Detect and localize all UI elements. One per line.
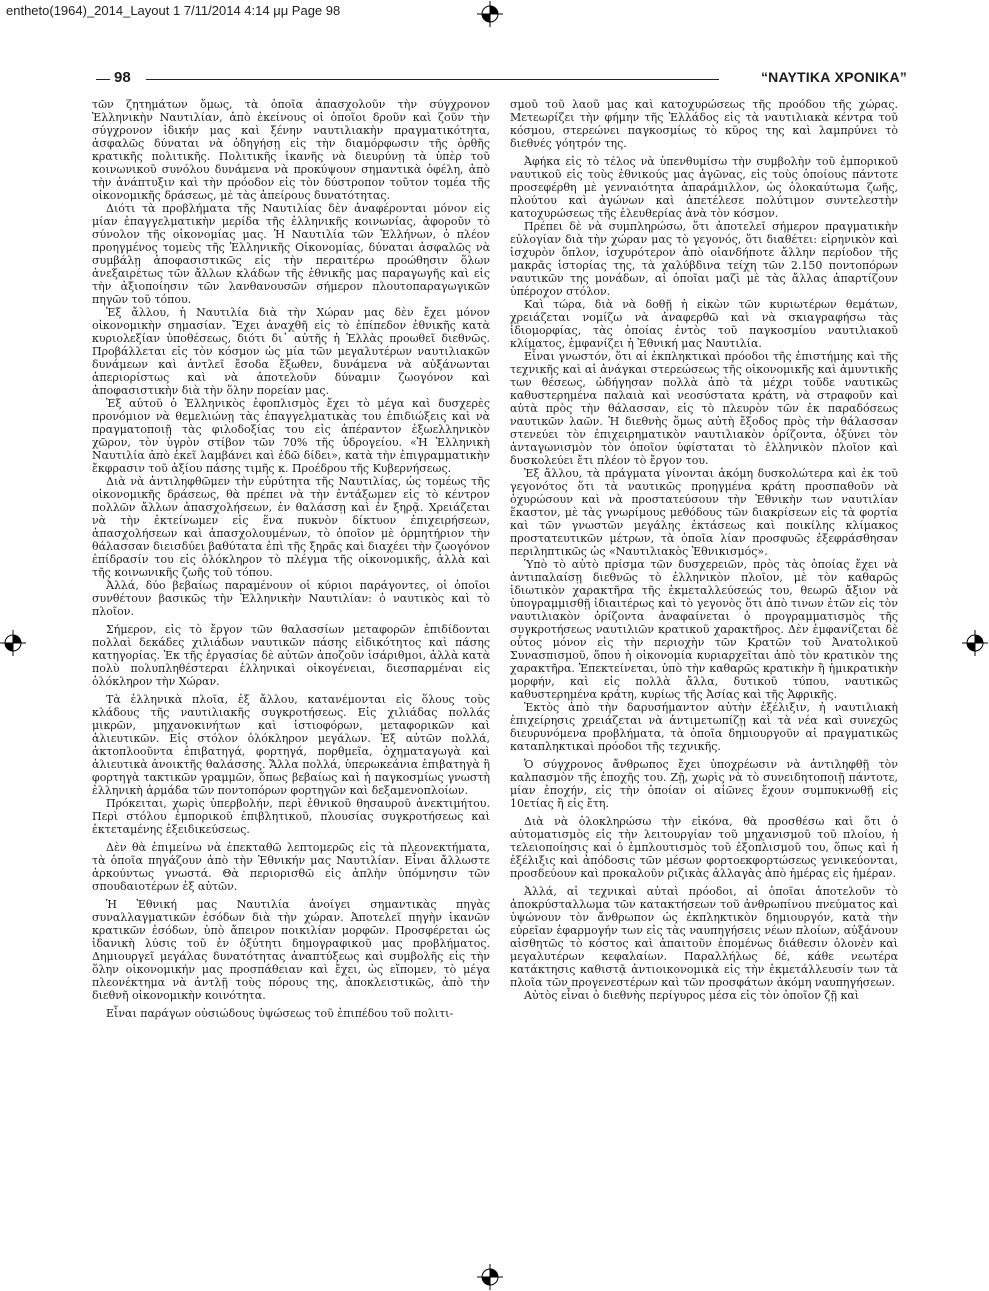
- paragraph: Πρόκειται, χωρὶς ὑπερβολήν, περὶ ἐθνικοῦ θησαυροῦ ἀνεκτιμήτου. Περὶ στόλου ἐμπορικοῦ ἐπιβλητικοῦ, πλουσίας συγκροτήσεως καὶ ἐκτεταμένης ἐξειδικεύσεως.: [92, 797, 490, 836]
- journal-title: “ΝΑΥΤΙΚΑ ΧΡΟΝΙΚΑ”: [760, 69, 907, 85]
- right-column: [510, 98, 898, 1002]
- paragraph: Ὑπὸ τὸ αὐτὸ πρίσμα τῶν δυσχερειῶν, πρὸς τὰς ὁποίας ἔχει νὰ ἀντιπαλαίσῃ διεθνῶς τὸ ἑλληνικὸν πλοῖον, μὲ τὸν καθαρῶς ἰδιωτικὸν χαρακτῆρα τῆς ἐκμεταλλεύσεώς του, θεωρῶ ἄξιον νὰ ὑπογραμμισθῇ ἰδιαιτέρως καὶ τὸ γεγονὸς ὅτι ἀπὸ τινων ἐτῶν εἰς τὸν ναυτιλιακὸν ὁρίζοντα ἀναφαίνεται ὁ προγραμματισμὸς τῆς συγκροτήσεως ναυτιλιῶν κρατικοῦ χαρακτῆρος. Δὲν ἐμφανίζεται δὲ οὗτος μόνον εἰς τὴν περιοχὴν τῶν Κρατῶν τοῦ Ἀνατολικοῦ Συνασπισμοῦ, ὅπου ἡ οἰκονομία κυριαρχεῖται ἀπὸ τὸν κρατικὸν της χαρακτῆρα. Ἐπεκτείνεται, ὑπὸ τὴν καθαρῶς κρατικὴν ἢ ἡμικρατικὴν μορφήν, καὶ εἰς πολλὰ ἄλλα, δυτικοῦ τύπου, ναυτικῶς καθυστερημένα κράτη, κυρίως τῆς Ἀσίας καὶ τῆς Ἀφρικῆς.: [510, 558, 898, 701]
- paragraph: Ἀφήκα εἰς τὸ τέλος νὰ ὑπενθυμίσω τὴν συμβολὴν τοῦ ἐμπορικοῦ ναυτικοῦ εἰς τοὺς ἐθνικούς μας ἀγῶνας, εἰς τοὺς ὁποίους πάντοτε προσεφέρθη μὲ γενναιότητα ἀπαράμιλλον, ὡς ὁλοκαύτωμα ζωῆς, πλούτου καὶ ἀγώνων καὶ ἀπετέλεσε πολύτιμον συντελεστὴν κατοχυρώσεως τῆς ἐλευθερίας ἀνὰ τὸν κόσμον.: [510, 155, 898, 220]
- page-number: 98: [114, 69, 131, 86]
- registration-mark-icon: [477, 1264, 503, 1290]
- left-column: [92, 98, 490, 1020]
- paragraph: Αὐτὸς εἶναι ὁ διεθνὴς περίγυρος μέσα εἰς τὸν ὁποῖον ζῇ καὶ: [524, 989, 860, 1002]
- paragraph: Εἶναι γνωστόν, ὅτι αἱ ἐκπληκτικαὶ πρόοδοι τῆς ἐπιστήμης καὶ τῆς τεχνικῆς καὶ αἱ ἀνάγκαι στερεώσεως τῆς οἰκονομικῆς καὶ ἀμυντικῆς των θέσεως, ὡδήγησαν πολλὰ ἀπὸ τὰ μέχρι τοῦδε ναυτικῶς καθυστερημένα παλαιὰ καὶ νεοσύστατα κράτη, νὰ στραφοῦν καὶ αὐτὰ πρὸς τὴν θάλασσαν, εἰς τὸ πλευρὸν τῶν ἐκ παραδόσεως ναυτικῶν λαῶν. Ἡ διεθνὴς ὅμως αὐτὴ ἔξοδος πρὸς τὴν θάλασσαν στενεύει τὸν ἐπιχειρηματικὸν ναυτιλιακὸν ὁρίζοντα, ὀξύνει τὸν ἀνταγωνισμὸν τὸν ὁποῖον ὑφίσταται τὸ ἑλληνικὸν πλοῖον καὶ δυσκολεύει ἔτι πλέον τὸ ἔργον του.: [510, 350, 898, 467]
- paragraph: Ἀλλά, δύο βεβαίως παραμένουν οἱ κύριοι παράγοντες, οἱ ὁποῖοι συνθέτουν βασικῶς τὴν Ἑλληνικὴν Ναυτιλίαν: ὁ ναυτικὸς καὶ τὸ πλοῖον.: [92, 579, 490, 618]
- running-header: [96, 66, 907, 94]
- paragraph: Ἡ Ἐθνική μας Ναυτιλία ἀνοίγει σημαντικὰς πηγὰς συναλλαγματικῶν ἐσόδων διὰ τὴν χώραν. Ἀποτελεῖ πηγὴν ἱκανῶν κρατικῶν ἐσόδων, ὑπὸ ἄπειρον ποικιλίαν μορφῶν. Προσφέρεται ὡς ἰδανικὴ λύσις τοῦ ἐν ὀξύτητι δημογραφικοῦ μας προβλήματος. Δημιουργεῖ μεγάλας δυνατότητας ἀναπτύξεως καὶ συμβολῆς εἰς τὴν ὅλην οἰκονομικήν μας προσπάθειαν καὶ ἔχει, ὡς εἴπομεν, τὸ μέγα πλεονέκτημα νὰ ἀντλῇ τοὺς πόρους της, ἀποκλειστικῶς, ἀπὸ τὴν διεθνῆ οἰκονομικὴν κοινότητα.: [92, 898, 490, 1002]
- registration-mark-icon: [962, 630, 988, 656]
- paragraph: Διότι τὰ προβλήματα τῆς Ναυτιλίας δὲν ἀναφέρονται μόνον εἰς μίαν ἐπαγγελματικὴν μερίδα τῆς ἑλληνικῆς κοινωνίας, ἀφοροῦν τὸ σύνολον τῆς οἰκονομίας μας. Ἡ Ναυτιλία τῶν Ἑλλήνων, ὁ πλέον προηγμένος τομεὺς τῆς Ἑλληνικῆς Οἰκονομίας, δύναται ἀσφαλῶς νὰ συμβάλῃ ἀποφασιστικῶς εἰς τὴν περαιτέρω προώθησιν ὅλων ἀνεξαιρέτως τῶν ἄλλων κλάδων τῆς ἐθνικῆς μας παραγωγῆς καὶ εἰς τὴν ἀξιοποίησιν τῶν λανθανουσῶν σήμερον πλουτοπαραγωγικῶν πηγῶν τοῦ τόπου.: [92, 202, 490, 306]
- paragraph: Ἐξ ἄλλου, ἡ Ναυτιλία διὰ τὴν Χώραν μας δὲν ἔχει μόνον οἰκονομικὴν σημασίαν. Ἔχει ἀναχθῆ εἰς τὸ ἐπίπεδον ἐθνικῆς κατὰ κυριολεξίαν ὑποθέσεως, διότι δι᾽ αὐτῆς ἡ Ἑλλὰς προωθεῖ διεθνῶς. Προβάλλεται εἰς τὸν κόσμον ὡς μία τῶν μεγαλυτέρων ναυτιλιακῶν δυνάμεων καὶ ἀντλεῖ ἔσοδα ἔξωθεν, δυνάμενα νὰ αὐξάνωνται ἀπεριορίστως καὶ νὰ ἀποτελοῦν δύναμιν ζωογόνον καὶ ἀποφασιστικὴν διὰ τὴν ὅλην πορείαν μας.: [92, 306, 490, 397]
- paragraph: σμοῦ τοῦ λαοῦ μας καὶ κατοχυρώσεως τῆς προόδου τῆς χώρας. Μετεωρίζει τὴν φήμην τῆς Ἑλλάδος εἰς τὰ ναυτιλιακὰ κέντρα τοῦ κόσμου, στερεώνει παγκοσμίως τὸ κῦρος της καὶ λαμπρύνει τὸ διεθνές γόητρόν της.: [510, 98, 898, 150]
- paragraph: Ἀλλά, αἱ τεχνικαὶ αὐταὶ πρόοδοι, αἱ ὁποῖαι ἀποτελοῦν τὸ ἀποκρύσταλλωμα τῶν κατακτήσεων τοῦ ἀνθρωπίνου πνεύματος καὶ ὑψώνουν τὸν ἄνθρωπον ὡς ἐκπληκτικὸν δημιουργόν, κατὰ τὴν εὐρεῖαν ἐφαρμογήν των εἰς τὰς ναυπηγήσεις νέων πλοίων, αὐξάνουν αἰσθητῶς τὸ κόστος καὶ ἀπαιτοῦν ἐπομένως διάθεσιν ὁλονὲν καὶ μεγαλυτέρων κεφαλαίων. Παραλλήλως δέ, κάθε νεωτέρα κατάκτησις καθιστᾷ ἀντιοικονομικὰ εἰς τὴν ἐκμετάλλευσίν των τὰ πλοῖα τῶν προγενεστέρων καὶ τῶν προσφάτων ἀκόμη ναυπηγήσεων.: [510, 885, 898, 989]
- paragraph: τῶν ζητημάτων ὅμως, τὰ ὁποῖα ἀπασχολοῦν τὴν σύγχρονον Ἑλληνικὴν Ναυτιλίαν, ἀπὸ ἐκείνους οἱ ὁποῖοι δροῦν καὶ ζοῦν τὴν σύγχρονον ἰδικήν μας καὶ ξένην ναυτιλιακὴν πραγματικότητα, ἀσφαλῶς δύναται νὰ ὁδηγήσῃ εἰς τὴν διαμόρφωσιν τῆς ὀρθῆς κρατικῆς πολιτικῆς. Πολιτικῆς ἱκανῆς νὰ διευρύνῃ τὰ ὑπὲρ τοῦ κοινωνικοῦ συνόλου δυνάμενα νὰ προκύψουν σημαντικὰ ὀφέλη, ἀπὸ τὴν ἀνάπτυξιν καὶ τὴν πρόοδον εἰς τὸν δύστροπον τοῦτον τομέα τῆς οἰκονομικῆς δράσεως, μὲ τὰς ἀπείρους δυνατότητας.: [92, 98, 490, 202]
- paragraph: Ὁ σύγχρονος ἄνθρωπος ἔχει ὑποχρέωσιν νὰ ἀντιληφθῇ τὸν καλπασμὸν τῆς ἐποχῆς του. Ζῇ, χωρὶς νὰ τὸ συνειδητοποιῇ πάντοτε, μίαν ἐποχήν, εἰς τὴν ὁποίαν οἱ αἰῶνες ἔχουν συμπυκνωθῇ εἰς 10ετίας ἢ εἰς ἔτη.: [510, 758, 898, 810]
- registration-mark-icon: [0, 630, 26, 656]
- registration-mark-icon: [477, 1, 503, 27]
- paragraph: Ἐκτὸς ἀπὸ τὴν δαρυσήμαντον αὐτὴν ἐξέλιξιν, ἡ ναυτιλιακὴ ἐπιχείρησις χρειάζεται νὰ ἀντιμετωπίζῃ καὶ τὰ νέα καὶ συνεχῶς διευρυνόμενα προβλήματα, τὰ ὁποῖα δημιουργοῦν αἱ πραγματικῶς καταπληκτικαὶ πρόοδοι τῆς τεχνικῆς.: [510, 701, 898, 753]
- paragraph: Διὰ νὰ ἀντιληφθῶμεν τὴν εὐρύτητα τῆς Ναυτιλίας, ὡς τομέως τῆς οἰκονομικῆς δράσεως, θὰ πρέπει νὰ τὴν ἐντάξωμεν εἰς τὸ κέντρον πολλῶν ἄλλων ἀπασχολήσεων, ἐν θαλάσσῃ καὶ ἐν ξηρᾷ. Χρειάζεται νὰ τὴν ἐκτείνωμεν εἰς ἕνα πυκνὸν δίκτυον ἐπιχειρήσεων, ἀπασχολήσεων καὶ ἀπασχολουμένων, τὸ ὁποῖον μὲ ὁρμητήριον τὴν θάλασσαν διεισδύει βαθύτατα ἐπὶ τῆς ξηρᾶς καὶ διαχέει τὴν ζωογόνον ἐπίδρασίν του εἰς ὁλόκληρον τὸ πλέγμα τῆς οἰκονομικῆς, ἀλλὰ καὶ τῆς κοινωνικῆς ζωῆς τοῦ τόπου.: [92, 475, 490, 579]
- paragraph: Τὰ ἑλληνικὰ πλοῖα, ἐξ ἄλλου, κατανέμονται εἰς ὅλους τοὺς κλάδους τῆς ναυτιλιακῆς συγκροτήσεως. Εἰς χιλιάδας πολλάς μικρῶν, μηχανοκινήτων καὶ ἱστιοφόρων, μεταφορικῶν καὶ ἁλιευτικῶν. Εἰς στόλον ὁλόκληρον μεγάλων. Ἐξ αὐτῶν πολλά, ἀκτοπλοοῦντα ἐπιβατηγά, φορτηγά, πορθμεῖα, ὀχηματαγωγὰ καὶ ἁλιευτικὰ ἀνοικτῆς θαλάσσης. Ἄλλα πολλά, ὑπερωκεάνια ἐπιβατηγὰ ἢ φορτηγὰ τακτικῶν γραμμῶν, ὅπως βεβαίως καὶ ἡ παγκοσμίως γνωστὴ ἑλληνικὴ ἀρμάδα τῶν ποντοπόρων φορτηγῶν καὶ δεξαμενοπλοίων.: [92, 693, 490, 797]
- paragraph: Καὶ τώρα, διὰ νὰ δοθῇ ἡ εἰκὼν τῶν κυριωτέρων θεμάτων, χρειάζεται νομίζω νὰ ἀναφερθῶ καὶ νὰ σκιαγραφήσω τὰς ἰδιομορφίας, τὰς ὁποίας ἐντὸς τοῦ παγκοσμίου ναυτιλιακοῦ κλίματος, ἐμφανίζει ἡ Ἐθνική μας Ναυτιλία.: [510, 298, 898, 350]
- header-rule-left: [96, 79, 110, 80]
- paragraph: Εἶναι παράγων οὐσιώδους ὑψώσεως τοῦ ἐπιπέδου τοῦ πολιτι-: [106, 1007, 454, 1020]
- paragraph: Δὲν θὰ ἐπιμείνω νὰ ἐπεκταθῶ λεπτομερῶς εἰς τὰ πλεονεκτήματα, τὰ ὁποῖα πηγάζουν ἀπὸ τὴν Ἐθνικήν μας Ναυτιλίαν. Εἶναι ἄλλωστε ἀρκούντως γνωστά. Θὰ περιορισθῶ εἰς ἁπλὴν ὑπόμνησιν τῶν σπουδαιοτέρων ἐξ αὐτῶν.: [92, 841, 490, 893]
- paragraph: Σήμερον, εἰς τὸ ἔργον τῶν θαλασσίων μεταφορῶν ἐπιδίδονται πολλαὶ δεκάδες χιλιάδων ναυτικῶν πάσης εἰδικότητος καὶ πάσης κατηγορίας. Ἐκ τῆς ἐργασίας δὲ αὐτῶν ἀποζοῦν ἰσάριθμοι, ἀλλὰ κατὰ πολὺ πολυπληθέστεραι ἑλληνικαὶ οἰκογένειαι, διεσπαρμέναι εἰς ὁλόκληρον τὴν Χώραν.: [92, 623, 490, 688]
- paragraph: Ἐξ αὐτοῦ ὁ Ἑλληνικὸς ἐφοπλισμὸς ἔχει τὸ μέγα καὶ δυσχερὲς προνόμιον νὰ θεμελιώνῃ τὰς ἐπαγγελματικὰς του ἐπιδιώξεις καὶ νὰ πραγματοποιῇ τὰς φιλοδοξίας του εἰς ἀπέραντον ἐξωελληνικὸν χῶρον, τὸν ὑγρὸν στίβον τῶν 70% τῆς ὑδρογείου. «Ἡ Ἑλληνικὴ Ναυτιλία ἀπὸ ἐκεῖ λαμβάνει καὶ ἐδῶ δίδει», κατὰ τὴν ἐπιγραμματικὴν ἔκφρασιν τοῦ ἀξίου πάσης τιμῆς κ. Προέδρου τῆς Κυβερνήσεως.: [92, 397, 490, 475]
- paragraph: Πρέπει δὲ νὰ συμπληρώσω, ὅτι ἀποτελεῖ σήμερον πραγματικὴν εὐλογίαν διὰ τὴν χώραν μας τὸ γεγονός, ὅτι διαθέτει: εἰρηνικὸν καὶ ἰσχυρὸν ὅπλον, ἰσχυρότερον ἀπὸ οἱανδήποτε ἄλλην περίοδον τῆς μακρᾶς ἱστορίας της, τὰ χαλύβδινα τείχη τῶν 2.150 ποντοπόρων ναυτικῶν της μονάδων, αἱ ὁποῖαι μαζὶ μὲ τὰς ἄλλας ἀπαρτίζουν ὑπέροχον στόλον.: [510, 220, 898, 298]
- header-rule: [146, 79, 719, 80]
- paragraph: Διὰ νὰ ὁλοκληρώσω τὴν εἰκόνα, θὰ προσθέσω καὶ ὅτι ὁ αὐτοματισμὸς εἰς τὴν λειτουργίαν τοῦ μηχανισμοῦ τοῦ πλοίου, ἡ τελειοποίησις καὶ ὁ ἐμπλουτισμὸς τοῦ ἐξοπλισμοῦ του, ὅπως καὶ ἡ ἐξέλιξις καὶ ἀπόδοσις τῶν μέσων φορτοεκφορτώσεως γενικεύονται, προσδεύουν καὶ προκαλοῦν ριζικὰς ἀλλαγὰς ἀπὸ ἡμέρας εἰς ἡμέραν.: [510, 815, 898, 880]
- paragraph: Ἐξ ἄλλου, τὰ πράγματα γίνονται ἀκόμη δυσκολώτερα καὶ ἐκ τοῦ γεγονότος ὅτι τὰ ναυτικῶς προηγμένα κράτη προσπαθοῦν νὰ ὀχυρώσουν καὶ νὰ προστατεύσουν τὴν Ἐθνικὴν των ναυτιλίαν ἕκαστον, μὲ τὰς γνωρίμους μεθόδους τῶν διακρίσεων εἰς τὰ φορτία καὶ τῶν γνωστῶν μεγάλης ἐκτάσεως καὶ ποικίλης κλίμακος προστατευτικῶν μέτρων, τὰ ὁποῖα λίαν προσφυῶς ἐξεφράσθησαν περιληπτικῶς ὡς «Ναυτιλιακὸς Ἐθνικισμός».: [510, 467, 898, 558]
- print-slug: entheto(1964)_2014_Layout 1 7/11/2014 4:14 μμ Page 98: [6, 3, 341, 18]
